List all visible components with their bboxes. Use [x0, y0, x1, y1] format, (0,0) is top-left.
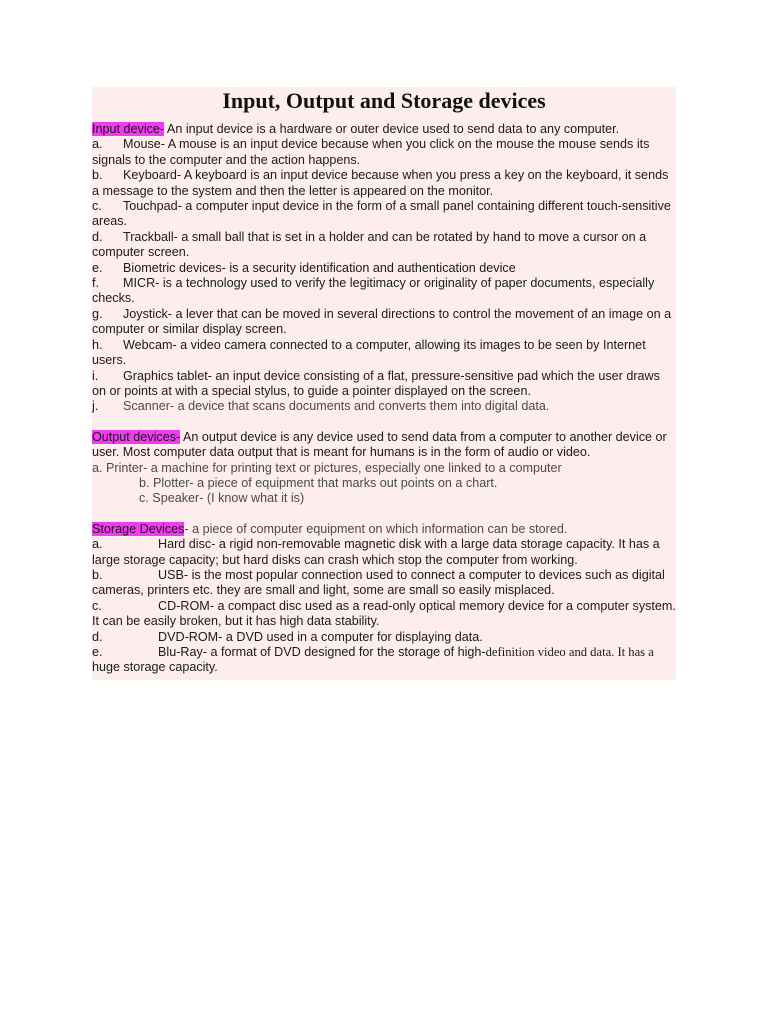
item-text: MICR- is a technology used to verify the legitimacy or originality of paper documents, especially checks. — [92, 276, 655, 306]
input-item-f — [92, 276, 676, 307]
input-item-j — [92, 399, 676, 414]
page-title: Input, Output and Storage devices — [222, 88, 546, 113]
item-text: Scanner- a device that scans documents and converts them into digital data. — [123, 399, 550, 414]
storage-heading: Storage Devices — [92, 521, 185, 536]
storage-item-d — [92, 630, 676, 645]
item-marker: e. — [92, 645, 103, 659]
item-text: Hard disc- a rigid non-removable magnetic disk with a large data storage capacity. It has a large storage capacity; but hard disks can crash which stop the computer from working. — [92, 537, 660, 567]
item-marker: i. — [92, 368, 99, 383]
document-page — [92, 87, 676, 680]
storage-item-a — [92, 537, 676, 568]
item-text: Touchpad- a computer input device in the form of a small panel containing different touch-sensitive areas. — [92, 199, 671, 229]
item-marker: b. — [92, 567, 103, 582]
item-text: Blu-Ray- a format of DVD designed for the storage of high- — [158, 645, 486, 659]
input-heading: Input device- — [92, 122, 165, 136]
item-text: DVD-ROM- a DVD used in a computer for displaying data. — [158, 629, 483, 644]
section-gap — [92, 507, 676, 522]
input-intro — [92, 122, 676, 137]
item-text: CD-ROM- a compact disc used as a read-only optical memory device for a computer system. It can be easily broken, but it has high data stability. — [92, 598, 676, 629]
input-item-b — [92, 168, 676, 199]
item-marker: g. — [92, 306, 103, 321]
input-item-c — [92, 199, 676, 230]
input-item-h — [92, 338, 676, 369]
output-section — [92, 430, 676, 507]
item-text: Keyboard- A keyboard is an input device because when you press a key on the keyboard, it sends a message to the system and then the letter is appeared on the monitor. — [92, 168, 669, 198]
output-item-b: b. Plotter- a piece of equipment that marks out points on a chart. — [139, 475, 498, 490]
item-marker: d. — [92, 229, 103, 244]
input-item-d — [92, 230, 676, 261]
output-intro — [92, 430, 676, 461]
output-item-c: c. Speaker- (I know what it is) — [139, 491, 305, 506]
item-marker: b. — [92, 168, 103, 183]
output-intro-text: An output device is any device used to send data from a computer to another device or user. Most computer data output that is meant for humans is in the form of audio or video. — [92, 429, 667, 460]
item-marker: j. — [92, 399, 99, 414]
storage-item-c — [92, 599, 676, 630]
storage-item-e — [92, 645, 676, 676]
section-gap — [92, 415, 676, 430]
input-section — [92, 122, 676, 415]
item-text: Biometric devices- is a security identification and authentication device — [123, 260, 516, 275]
item-marker: c. — [92, 598, 102, 613]
item-text: Webcam- a video camera connected to a computer, allowing its images to be seen by Internet users. — [92, 337, 646, 368]
input-item-e — [92, 261, 676, 276]
item-marker: f. — [92, 276, 99, 291]
item-marker: e. — [92, 260, 103, 275]
item-text: USB- is the most popular connection used to connect a computer to devices such as digital cameras, printers etc. they are small and light, some are small so easily misplaced. — [92, 567, 665, 598]
storage-intro — [92, 522, 676, 537]
item-marker: h. — [92, 337, 103, 352]
input-item-a — [92, 137, 676, 168]
item-text: Mouse- A mouse is an input device because when you click on the mouse the mouse sends its signals to the computer and the action happens. — [92, 137, 650, 167]
item-text: Trackball- a small ball that is set in a holder and can be rotated by hand to move a cursor on a computer screen. — [92, 229, 647, 260]
storage-intro-text: - a piece of computer equipment on which information can be stored. — [184, 521, 568, 536]
storage-section — [92, 522, 676, 676]
item-text: Graphics tablet- an input device consisting of a flat, pressure-sensitive pad which the user draws on or points at with a special stylus, to guide a pointer displayed on the screen. — [92, 368, 660, 398]
item-text-end: huge storage capacity. — [92, 660, 218, 675]
item-marker: d. — [92, 629, 103, 644]
item-text: Joystick- a lever that can be moved in several directions to control the movement of an image on a computer or similar display screen. — [92, 306, 672, 337]
input-intro-text: An input device is a hardware or outer device used to send data to any computer. — [164, 122, 620, 136]
input-item-g — [92, 307, 676, 338]
output-heading: Output devices- — [92, 429, 181, 444]
item-marker: a. — [92, 537, 103, 552]
item-marker: a. — [92, 137, 103, 152]
storage-item-b — [92, 568, 676, 599]
item-text-serif: definition video and data. It has a — [485, 645, 654, 659]
input-item-i — [92, 369, 676, 400]
item-marker: c. — [92, 199, 102, 214]
output-item-a: a. Printer- a machine for printing text or pictures, especially one linked to a computer — [92, 460, 562, 475]
